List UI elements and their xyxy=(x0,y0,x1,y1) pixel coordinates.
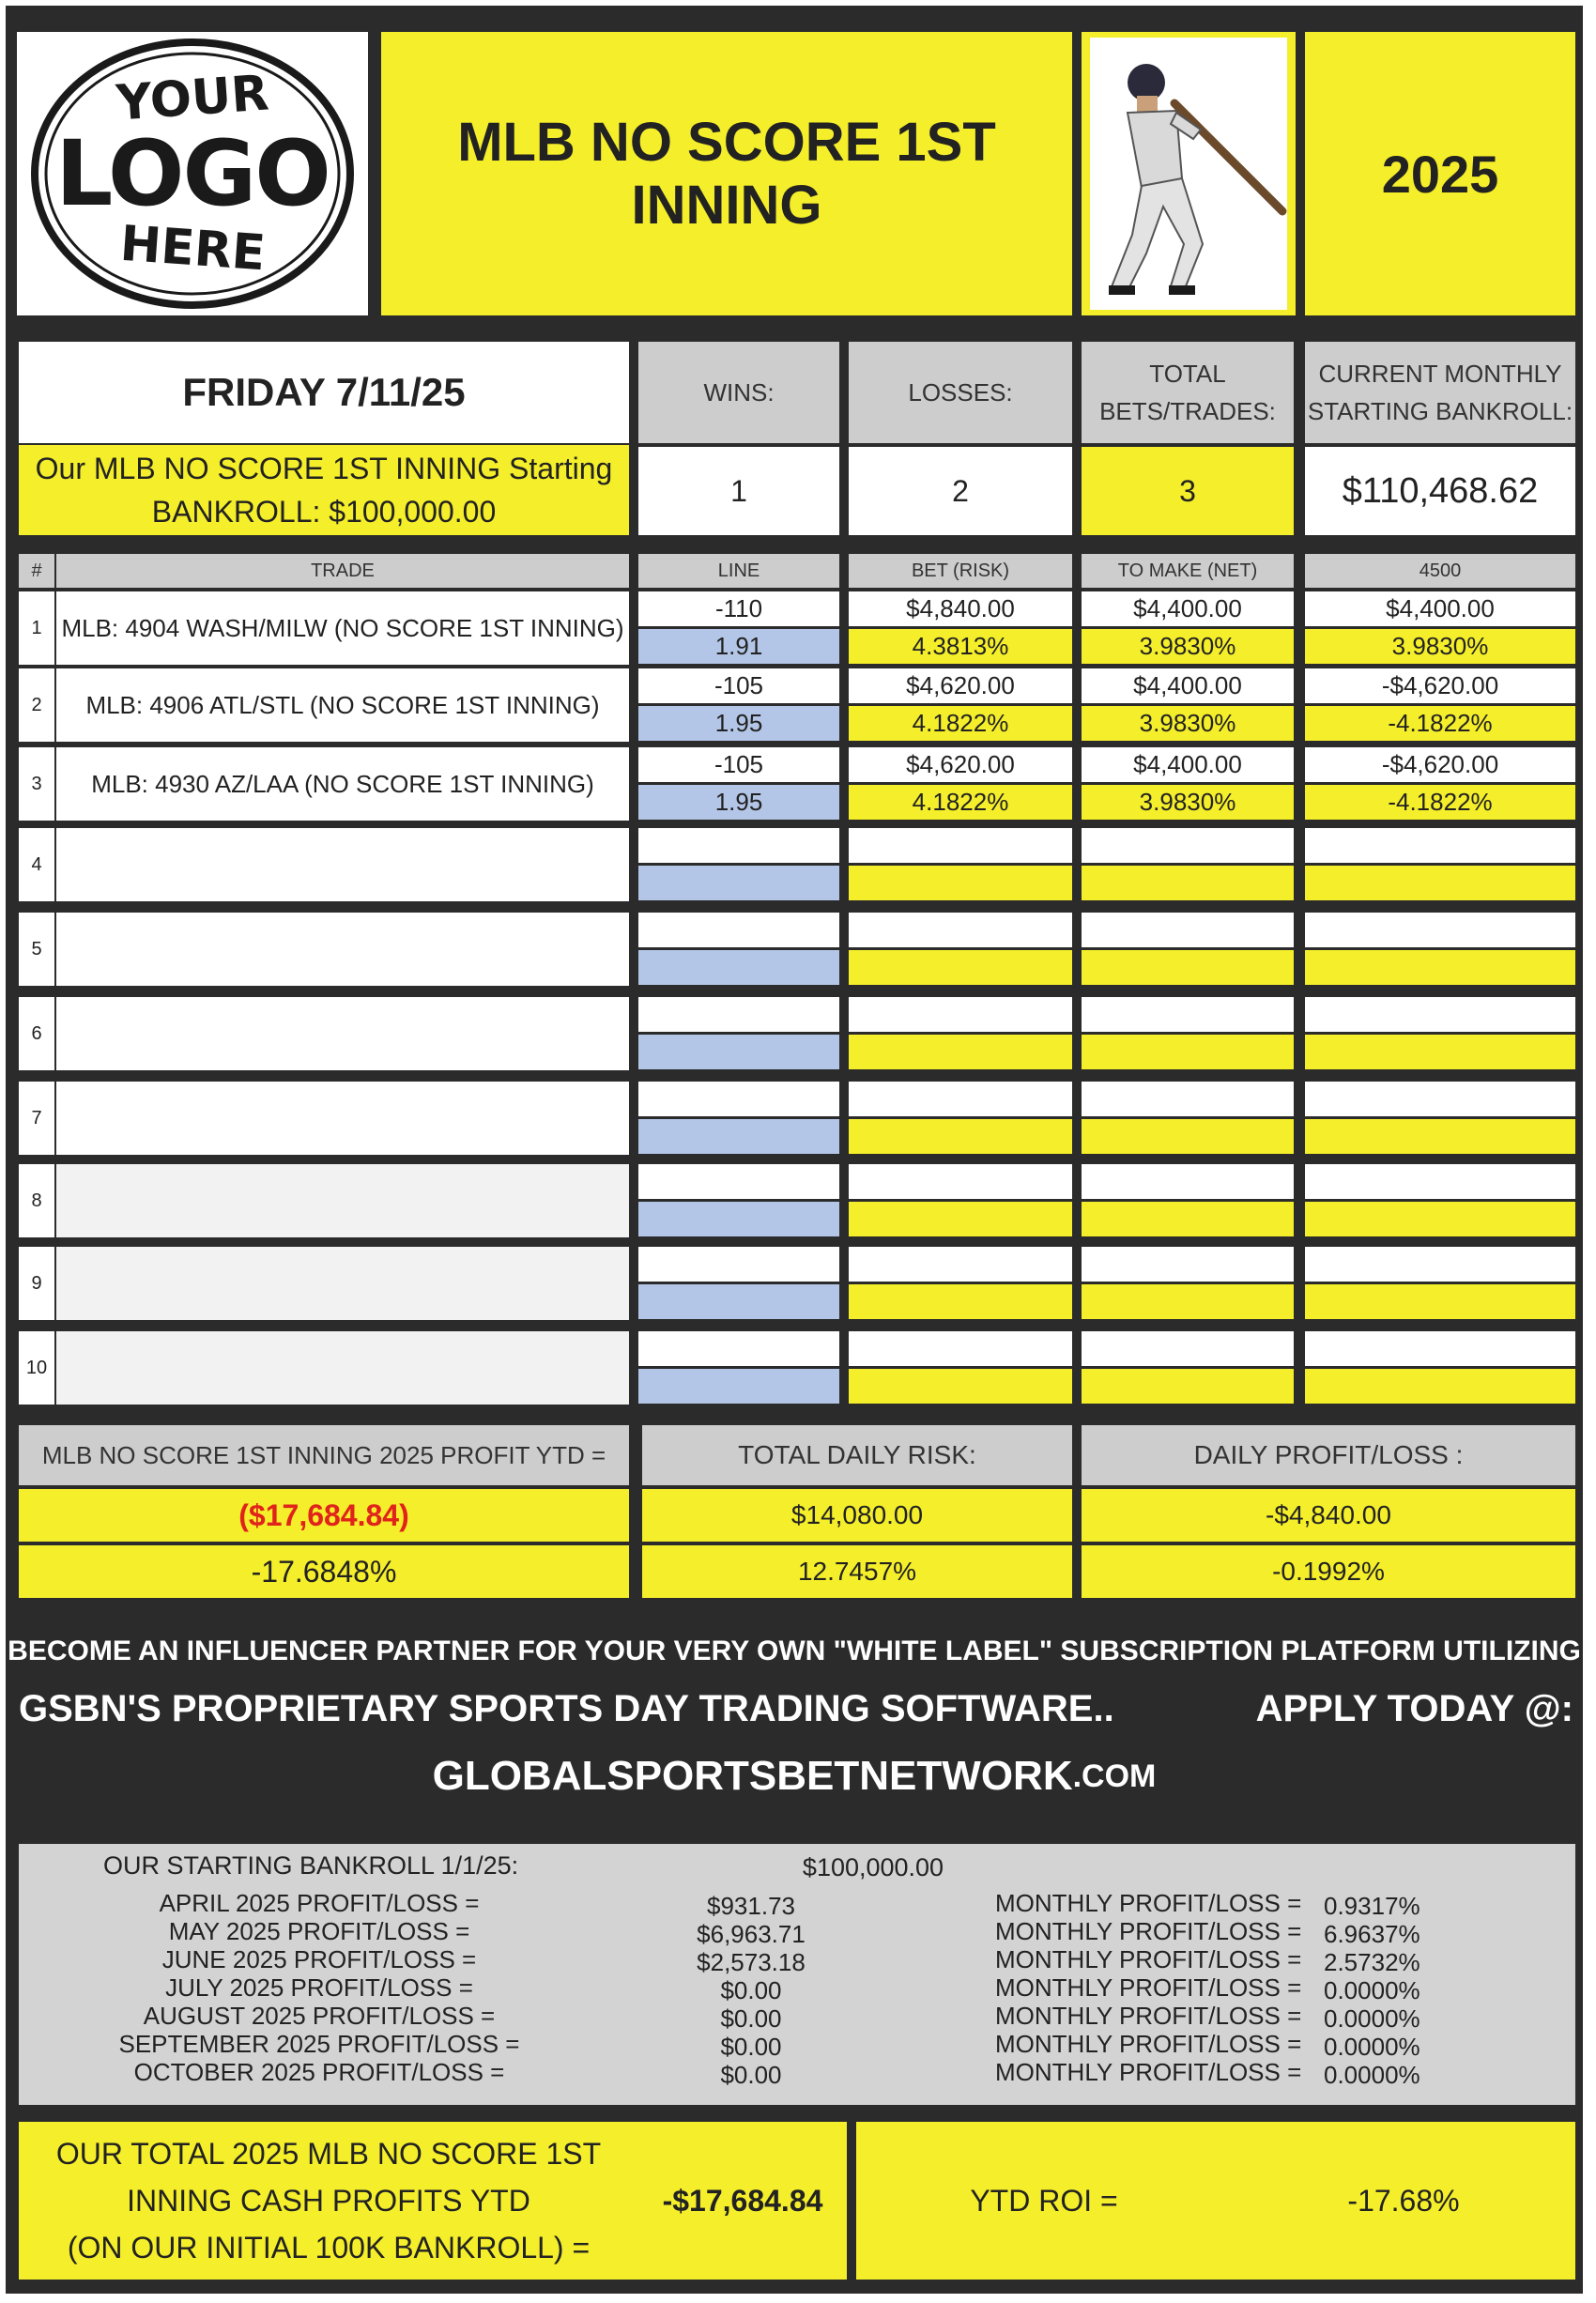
row-number: 3 xyxy=(19,747,54,821)
result-percent xyxy=(1305,1284,1575,1319)
promo-website-link[interactable] xyxy=(6,1748,1583,1804)
to-make-percent xyxy=(1082,866,1294,900)
line-value xyxy=(638,1082,839,1116)
total-profit-line3: (ON OUR INITIAL 100K BANKROLL) = xyxy=(67,2231,591,2265)
row-number: 8 xyxy=(19,1164,54,1237)
to-make-amount: $4,400.00 xyxy=(1082,668,1294,703)
bet-percent xyxy=(849,866,1072,900)
to-make-percent xyxy=(1082,1202,1294,1236)
result-percent: -4.1822% xyxy=(1305,785,1575,820)
wins-value: 1 xyxy=(730,473,747,508)
result-amount xyxy=(1305,1247,1575,1282)
trade-name xyxy=(56,997,629,1070)
wins-label: WINS: xyxy=(703,377,775,407)
pl-value: -$4,840.00 xyxy=(1266,1500,1391,1529)
ytd-pct-box xyxy=(19,1545,629,1598)
risk-pct: 12.7457% xyxy=(797,1557,917,1586)
result-percent xyxy=(1305,866,1575,900)
starting-bankroll-label: OUR STARTING BANKROLL 1/1/25: xyxy=(103,1850,519,1880)
line-value xyxy=(638,1247,839,1282)
bet-percent: 4.1822% xyxy=(849,706,1072,741)
monthly-pct-value: 6.9637% xyxy=(1324,1920,1420,1948)
monthly-pct-label: MONTHLY PROFIT/LOSS = xyxy=(995,2002,1302,2030)
pl-value-box xyxy=(1082,1489,1575,1542)
line-value xyxy=(638,913,839,947)
to-make-percent xyxy=(1082,1369,1294,1404)
to-make-amount xyxy=(1082,828,1294,863)
result-amount xyxy=(1305,828,1575,863)
col-header-bet: BET (RISK) xyxy=(849,554,1072,588)
report-sheet xyxy=(6,6,1583,2294)
losses-label: LOSSES: xyxy=(908,377,1013,407)
roi-value-box xyxy=(1232,2122,1575,2280)
bet-percent: 4.1822% xyxy=(849,785,1072,820)
bet-amount xyxy=(849,1331,1072,1366)
bet-amount: $4,620.00 xyxy=(849,747,1072,782)
to-make-amount xyxy=(1082,1247,1294,1282)
total-profit-line2: INNING CASH PROFITS YTD xyxy=(127,2184,530,2218)
losses-value: 2 xyxy=(952,473,969,508)
page-title: MLB NO SCORE 1ST INNING xyxy=(457,112,996,236)
monthly-pct-value: 2.5732% xyxy=(1324,1948,1420,1976)
promo-line-2-left: GSBN'S PROPRIETARY SPORTS DAY TRADING SOFTWARE.. xyxy=(19,1687,1114,1729)
line-value: -110 xyxy=(638,591,839,626)
total-value-box xyxy=(1082,447,1294,535)
current-bankroll-value-box xyxy=(1305,447,1575,535)
current-label-2: STARTING BANKROLL: xyxy=(1307,397,1573,425)
line-decimal xyxy=(638,1284,839,1319)
to-make-percent xyxy=(1082,1119,1294,1154)
monthly-pct-value: 0.0000% xyxy=(1324,2061,1420,2089)
logo-text-middle: LOGO xyxy=(55,121,330,226)
risk-value-box xyxy=(642,1489,1072,1542)
risk-pct-box xyxy=(642,1545,1072,1598)
bet-percent xyxy=(849,1284,1072,1319)
row-number: 1 xyxy=(19,591,54,665)
monthly-pct-label: MONTHLY PROFIT/LOSS = xyxy=(995,1889,1302,1917)
month-label: MAY 2025 PROFIT/LOSS = xyxy=(168,1917,470,1945)
col-header-make: TO MAKE (NET) xyxy=(1082,554,1294,588)
monthly-pct-label: MONTHLY PROFIT/LOSS = xyxy=(995,1945,1302,1973)
monthly-pct-value: 0.0000% xyxy=(1324,1976,1420,2004)
promo-line-1: BECOME AN INFLUENCER PARTNER FOR YOUR VERY OWN "WHITE LABEL" SUBSCRIPTION PLATFORM UTILIZING xyxy=(8,1635,1581,1666)
bet-amount xyxy=(849,828,1072,863)
col-header-line: LINE xyxy=(638,554,839,588)
to-make-percent: 3.9830% xyxy=(1082,706,1294,741)
month-value: $6,963.71 xyxy=(697,1920,806,1948)
logo-text-bottom: HERE xyxy=(117,215,268,283)
pl-header xyxy=(1082,1425,1575,1485)
player-image-panel xyxy=(1082,32,1296,315)
wins-header xyxy=(638,342,839,443)
pl-label: DAILY PROFIT/LOSS : xyxy=(1193,1440,1464,1469)
bet-percent xyxy=(849,1119,1072,1154)
trade-name: MLB: 4930 AZ/LAA (NO SCORE 1ST INNING) xyxy=(56,747,629,821)
bet-percent: 4.3813% xyxy=(849,629,1072,664)
date-box xyxy=(19,342,629,443)
to-make-amount xyxy=(1082,1082,1294,1116)
month-label: AUGUST 2025 PROFIT/LOSS = xyxy=(143,2002,496,2030)
month-label: OCTOBER 2025 PROFIT/LOSS = xyxy=(133,2058,505,2086)
roi-label-box xyxy=(856,2122,1232,2280)
to-make-amount xyxy=(1082,913,1294,947)
ytd-label: MLB NO SCORE 1ST INNING 2025 PROFIT YTD = xyxy=(41,1440,606,1469)
ytd-value-box xyxy=(19,1489,629,1542)
line-value xyxy=(638,1164,839,1199)
line-decimal: 1.91 xyxy=(638,629,839,664)
month-label: APRIL 2025 PROFIT/LOSS = xyxy=(159,1889,480,1917)
total-label-1: TOTAL xyxy=(1149,360,1226,388)
col-header-result: 4500 xyxy=(1305,554,1575,588)
line-decimal xyxy=(638,1035,839,1069)
bet-amount: $4,840.00 xyxy=(849,591,1072,626)
ytd-header xyxy=(19,1425,629,1485)
result-amount xyxy=(1305,1164,1575,1199)
result-amount: $4,400.00 xyxy=(1305,591,1575,626)
total-profit-line1: OUR TOTAL 2025 MLB NO SCORE 1ST xyxy=(55,2137,602,2171)
current-bankroll-header xyxy=(1305,342,1575,443)
trade-name xyxy=(56,913,629,986)
bet-amount xyxy=(849,913,1072,947)
to-make-percent xyxy=(1082,1284,1294,1319)
result-percent xyxy=(1305,1202,1575,1236)
bet-percent xyxy=(849,1035,1072,1069)
to-make-amount: $4,400.00 xyxy=(1082,591,1294,626)
logo-panel xyxy=(17,32,368,315)
bet-amount xyxy=(849,1082,1072,1116)
bet-percent xyxy=(849,950,1072,985)
current-bankroll-value: $110,468.62 xyxy=(1342,470,1539,511)
month-value: $931.73 xyxy=(707,1892,795,1920)
result-amount: -$4,620.00 xyxy=(1305,747,1575,782)
losses-value-box xyxy=(849,447,1072,535)
year-label: 2025 xyxy=(1381,144,1499,204)
ytd-value: ($17,684.84) xyxy=(238,1497,409,1532)
col-header-trade: TRADE xyxy=(56,554,629,588)
to-make-percent xyxy=(1082,950,1294,985)
line-decimal xyxy=(638,950,839,985)
trade-name: MLB: 4904 WASH/MILW (NO SCORE 1ST INNING) xyxy=(56,591,629,665)
roi-value: -17.68% xyxy=(1347,2183,1460,2218)
to-make-percent xyxy=(1082,1035,1294,1069)
row-number: 2 xyxy=(19,668,54,742)
bet-amount xyxy=(849,997,1072,1032)
line-value xyxy=(638,997,839,1032)
result-percent xyxy=(1305,1369,1575,1404)
to-make-amount xyxy=(1082,1164,1294,1199)
line-value xyxy=(638,1331,839,1366)
risk-label: TOTAL DAILY RISK: xyxy=(738,1440,976,1469)
report-date: FRIDAY 7/11/25 xyxy=(182,370,466,414)
to-make-amount xyxy=(1082,1331,1294,1366)
line-decimal xyxy=(638,1202,839,1236)
month-value: $0.00 xyxy=(720,2061,782,2089)
month-label: JUNE 2025 PROFIT/LOSS = xyxy=(161,1945,477,1973)
trade-name xyxy=(56,828,629,901)
wins-value-box xyxy=(638,447,839,535)
starting-bankroll-box xyxy=(19,445,629,535)
year-panel xyxy=(1305,32,1575,315)
row-number: 5 xyxy=(19,913,54,986)
bet-amount xyxy=(849,1247,1072,1282)
bet-amount xyxy=(849,1164,1072,1199)
starting-bankroll-line2: BANKROLL: $100,000.00 xyxy=(151,495,497,529)
month-value: $0.00 xyxy=(720,2033,782,2061)
result-amount xyxy=(1305,1082,1575,1116)
baseball-player-icon xyxy=(1090,38,1287,310)
monthly-pct-label: MONTHLY PROFIT/LOSS = xyxy=(995,1973,1302,2002)
total-profit-value: -$17,684.84 xyxy=(662,2183,823,2218)
total-profit-label-box xyxy=(19,2122,638,2280)
total-value: 3 xyxy=(1179,473,1196,508)
logo-text-top: YOUR xyxy=(114,65,271,132)
title-panel xyxy=(381,32,1072,315)
line-decimal xyxy=(638,1119,839,1154)
monthly-pct-label: MONTHLY PROFIT/LOSS = xyxy=(995,1917,1302,1945)
monthly-pct-label: MONTHLY PROFIT/LOSS = xyxy=(995,2058,1302,2086)
monthly-pct-value: 0.9317% xyxy=(1324,1892,1420,1920)
promo-line-2-right: APPLY TODAY @: xyxy=(1255,1687,1573,1729)
line-value: -105 xyxy=(638,668,839,703)
line-decimal xyxy=(638,866,839,900)
row-number: 7 xyxy=(19,1082,54,1155)
current-label-1: CURRENT MONTHLY xyxy=(1318,360,1562,388)
trade-name xyxy=(56,1247,629,1320)
roi-label: YTD ROI = xyxy=(970,2183,1118,2218)
month-label: SEPTEMBER 2025 PROFIT/LOSS = xyxy=(118,2030,520,2058)
website-main: GLOBALSPORTSBETNETWORK xyxy=(432,1753,1073,1799)
result-amount xyxy=(1305,1331,1575,1366)
bet-amount: $4,620.00 xyxy=(849,668,1072,703)
result-amount xyxy=(1305,997,1575,1032)
result-amount: -$4,620.00 xyxy=(1305,668,1575,703)
starting-bankroll-line1: Our MLB NO SCORE 1ST INNING Starting xyxy=(35,452,613,485)
total-profit-value-box xyxy=(638,2122,847,2280)
total-header xyxy=(1082,342,1294,443)
col-header-num: # xyxy=(19,554,54,588)
month-value: $0.00 xyxy=(720,2004,782,2033)
to-make-percent: 3.9830% xyxy=(1082,785,1294,820)
risk-value: $14,080.00 xyxy=(790,1500,924,1529)
monthly-pct-value: 0.0000% xyxy=(1324,2004,1420,2033)
to-make-percent: 3.9830% xyxy=(1082,629,1294,664)
result-amount xyxy=(1305,913,1575,947)
row-number: 4 xyxy=(19,828,54,901)
line-decimal xyxy=(638,1369,839,1404)
trade-name: MLB: 4906 ATL/STL (NO SCORE 1ST INNING) xyxy=(56,668,629,742)
pl-pct-box xyxy=(1082,1545,1575,1598)
result-percent xyxy=(1305,1119,1575,1154)
result-percent: -4.1822% xyxy=(1305,706,1575,741)
monthly-pct-label: MONTHLY PROFIT/LOSS = xyxy=(995,2030,1302,2058)
to-make-amount: $4,400.00 xyxy=(1082,747,1294,782)
month-label: JULY 2025 PROFIT/LOSS = xyxy=(165,1973,473,2002)
result-percent: 3.9830% xyxy=(1305,629,1575,664)
losses-header xyxy=(849,342,1072,443)
risk-header xyxy=(642,1425,1072,1485)
starting-bankroll-value: $100,000.00 xyxy=(802,1852,944,1881)
row-number: 6 xyxy=(19,997,54,1070)
player-image xyxy=(1090,38,1287,310)
line-decimal: 1.95 xyxy=(638,785,839,820)
pl-pct: -0.1992% xyxy=(1272,1557,1385,1586)
monthly-pct-value: 0.0000% xyxy=(1324,2033,1420,2061)
row-number: 10 xyxy=(19,1331,54,1405)
bet-percent xyxy=(849,1369,1072,1404)
line-value xyxy=(638,828,839,863)
to-make-amount xyxy=(1082,997,1294,1032)
line-decimal: 1.95 xyxy=(638,706,839,741)
website-suffix: .COM xyxy=(1072,1758,1157,1794)
month-value: $2,573.18 xyxy=(697,1948,806,1976)
monthly-panel xyxy=(19,1844,1575,2105)
month-value: $0.00 xyxy=(720,1976,782,2004)
result-percent xyxy=(1305,950,1575,985)
bet-percent xyxy=(849,1202,1072,1236)
row-number: 9 xyxy=(19,1247,54,1320)
trade-name xyxy=(56,1164,629,1237)
line-value: -105 xyxy=(638,747,839,782)
ytd-pct: -17.6848% xyxy=(251,1554,397,1589)
trade-name xyxy=(56,1082,629,1155)
trade-name xyxy=(56,1331,629,1405)
total-label-2: BETS/TRADES: xyxy=(1099,397,1276,425)
result-percent xyxy=(1305,1035,1575,1069)
